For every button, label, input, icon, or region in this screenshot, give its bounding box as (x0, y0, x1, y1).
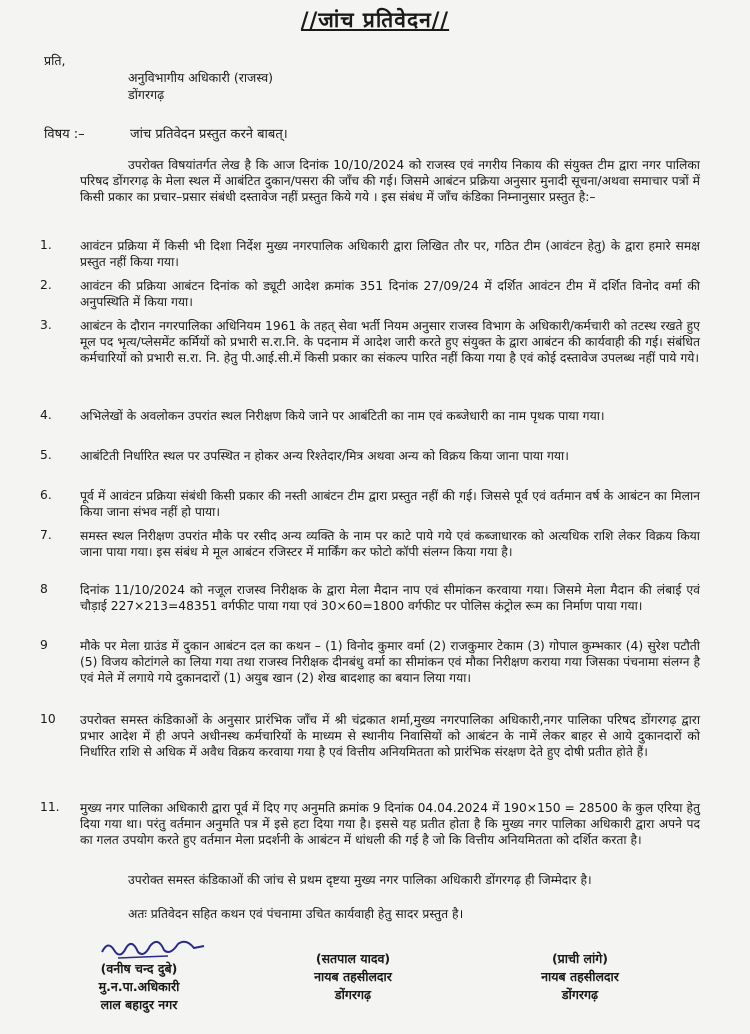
signatory-2-name: (सतपाल यादव) (315, 951, 391, 966)
signatory-3-designation: नायब तहसीलदार (541, 969, 619, 984)
signatory-3 (495, 950, 665, 1004)
point-number: 6. (40, 488, 52, 502)
point-text: आबंटिती निर्धारित स्थल पर उपस्थित न होकर अन्य रिश्तेदार/मित्र अथवा अन्य को विक्रय किया जाना पाया गया। (80, 449, 569, 463)
signatory-2 (268, 950, 438, 1004)
intro-paragraph: उपरोक्त विषयांतर्गत लेख है कि आज दिनांक 10/10/2024 को राजस्व एवं नगरीय निकाय की संयुक्त टीम द्वारा नगर पालिका परिषद डोंगरगढ़ के मेला स्थल में आबंटित दुकान/पसरा की जाँच की गई। जिसमे आबंटन प्रक्रिया अनुसार मुनादी सूचना/अथवा समाचार पत्रों में किसी प्रकार का प्रचार–प्रसार संबंधी दस्तावेज नहीं प्रस्तुत किये गये । इस संबंध में जाँच कंडिका निम्नानुसार प्रस्तुत है:– (80, 158, 700, 204)
signatory-1-office: लाल बहादुर नगर (100, 997, 178, 1012)
recipient-line1: अनुविभागीय अधिकारी (राजस्व) (128, 70, 274, 85)
point-text: समस्त स्थल निरीक्षण उपरांत मौके पर रसीद अन्य व्यक्ति के नाम पर काटे पाये गये एवं कब्जाधारक को अत्यधिक राशि लेकर विक्रय किया जाना पाया गया। इस संबंध मे मूल आबंटन रजिस्टर में मार्किंग कर फोटो कॉपी संलग्न किया गया है। (80, 529, 700, 559)
recipient-line2: डोंगरगढ़ (128, 87, 165, 102)
subject-text: जांच प्रतिवेदन प्रस्तुत करने बाबत्। (130, 127, 288, 142)
handwritten-signature-mark (98, 934, 208, 962)
point-text: मौके पर मेला ग्राउंड में दुकान आबंटन दल का कथन – (1) विनोद कुमार वर्मा (2) राजकुमार टेकाम (3) गोपाल कुम्भकार (4) सुरेश पटौती (5) विजय कोटांगले का लिया गया तथा राजस्व निरीक्षक दीनबंधु वर्मा का सीमांकन एवं मौका निरीक्षण कराया गया जिसका पंचनामा संलग्न है एवं मेले में लगाये गये दुकानदारों (1) अयुब खान (2) शेख बादशाह का बयान लिया गया। (80, 639, 700, 685)
point-number: 2. (40, 278, 52, 292)
point-text: आबंटन के दौरान नगरपालिका अधिनियम 1961 के तहत् सेवा भर्ती नियम अनुसार राजस्व विभाग के अधिकारी/कर्मचारी को तटस्थ रखते हुए मूल पद भृत्य/प्लेसमेंट कर्मियों को प्रभारी स.रा.नि. के पदनाम में आदेश जारी करते हुए संयुक्त के द्वारा आबंटन की कार्यवाही की गई। संबंधित कर्मचारियों को प्रभारी स.रा. नि. हेतु पी.आई.सी.में किसी प्रकार का संकल्प पारित नहीं किया गया है एवं कोई दस्तावेज उपलब्ध नहीं पाये गये। (80, 319, 700, 365)
signatory-1 (44, 960, 234, 1014)
closing-submission: अतः प्रतिवेदन सहित कथन एवं पंचनामा उचित कार्यवाही हेतु सादर प्रस्तुत है। (128, 907, 464, 921)
signatory-1-designation: मु.न.पा.अधिकारी (98, 979, 180, 994)
subject-label: विषय :– (44, 127, 85, 142)
point-text: अभिलेखों के अवलोकन उपरांत स्थल निरीक्षण किये जाने पर आबंटिती का नाम एवं कब्जेधारी का नाम पृथक पाया गया। (80, 409, 605, 423)
point-text: उपरोक्त समस्त कंडिकाओं के अनुसार प्रारंभिक जाँच में श्री चंद्रकात शर्मा,मुख्य नगरपालिका अधिकारी,नगर पालिका परिषद डोंगरगढ़ द्वारा प्रभार आदेश में ही अपने अधीनस्थ कर्मचारियों के माध्यम से स्थानीय निवासियों को आबंटन के नामें लेकर बाहर से आये दुकानदारों को निर्धारित राशि से अधिक में अवैध विक्रय करवाया गया है एवं वित्तीय अनियमितता को प्रारंभिक संरक्षण देते हुए दोषी प्रतीत होते हैं। (80, 713, 700, 759)
signatory-2-designation: नायब तहसीलदार (314, 969, 392, 984)
closing-conclusion: उपरोक्त समस्त कंडिकाओं की जांच से प्रथम दृष्टया मुख्य नगर पालिका अधिकारी डोंगरगढ़ ही जिम्मेदार है। (128, 873, 592, 887)
point-text: दिनांक 11/10/2024 को नजूल राजस्व निरीक्षक के द्वारा मेला मैदान नाप एवं सीमांकन करवाया गया। जिसमे मेला मैदान की लंबाई एवं चौड़ाई 227×213=48351 वर्गफीट पाया गया एवं 30×60=1800 वर्गफीट पर पोलिस कंट्रोल रूम का निर्माण पाया गया। (80, 583, 700, 613)
point-number: 5. (40, 448, 52, 462)
point-text: आवंटन प्रक्रिया में किसी भी दिशा निर्देश मुख्य नगरपालिक अधिकारी द्वारा लिखित तौर पर, गठित टीम (आवंटन हेतु) के द्वारा हमारे समक्ष प्रस्तुत नहीं किया गया। (80, 239, 700, 269)
signatory-3-office: डोंगरगढ़ (561, 987, 599, 1002)
point-number: 1. (40, 238, 52, 252)
recipient-prefix: प्रति, (44, 53, 66, 68)
signatory-2-office: डोंगरगढ़ (334, 987, 372, 1002)
point-number: 10 (40, 712, 56, 726)
point-number: 11. (40, 800, 60, 814)
report-title: //जांच प्रतिवेदन// (300, 8, 450, 32)
point-text: पूर्व में आवंटन प्रक्रिया संबंधी किसी प्रकार की नस्ती आबंटन टीम द्वारा प्रस्तुत नहीं की गई। जिससे पूर्व एवं वर्तमान वर्ष के आबंटन का मिलान किया जाना संभव नहीं हो पाया। (80, 489, 700, 519)
point-number: 7. (40, 528, 52, 542)
point-text: आवंटन की प्रक्रिया आबंटन दिनांक को ड्यूटी आदेश क्रमांक 351 दिनांक 27/09/24 में दर्शित आवंटन टीम में दर्शित विनोद वर्मा की अनुपस्थिति में किया गया। (80, 279, 700, 309)
point-number: 4. (40, 408, 52, 422)
point-number: 8 (40, 582, 48, 596)
signatory-3-name: (प्राची लांगे) (551, 951, 609, 966)
point-text: मुख्य नगर पालिका अधिकारी द्वारा पूर्व में दिए गए अनुमति क्रमांक 9 दिनांक 04.04.2024 में 190×150 = 28500 के कुल एरिया हेतु दिया गया था। परंतु वर्तमान अनुमति पत्र में इसे हटा दिया गया है। इससे यह प्रतीत होता है कि मुख्य नगर पालिका अधिकारी द्वारा अपने पद का गलत उपयोग करते हुए वर्तमान मेला प्रदर्शनी के आबंटन में धांधली की गई है जो कि वित्तीय अनियमितता को दर्शित करता है। (80, 801, 700, 847)
point-number: 3. (40, 318, 52, 332)
point-number: 9 (40, 638, 48, 652)
signatory-1-name: (वनीष चन्द दुबे) (100, 961, 178, 976)
